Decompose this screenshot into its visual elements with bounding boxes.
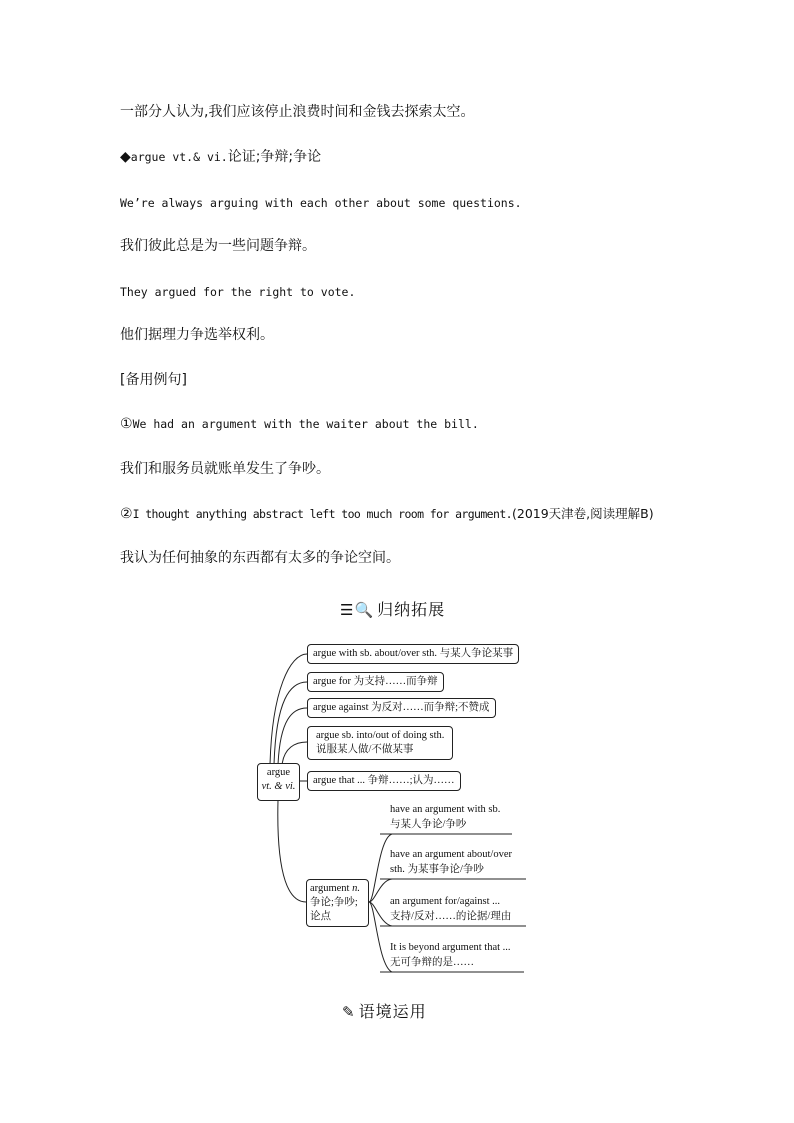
backup-example-en-1-text: We had an argument with the waiter about the bill. — [132, 417, 479, 431]
noun-item-3-en: an argument for/against ... — [390, 896, 501, 907]
noun-item-2 — [390, 847, 512, 877]
example-cn-1: 我们彼此总是为一些问题争辩。 — [120, 238, 316, 254]
connector-root-b1 — [270, 654, 307, 765]
branch-argue-against: argue against 为反对……而争辩;不赞成 — [307, 698, 496, 718]
section-title-usage — [342, 999, 427, 1022]
example-en-1: We’re always arguing with each other about some questions. — [120, 196, 522, 210]
connector-root-b3 — [278, 708, 307, 765]
branch-argue-with: argue with sb. about/over sth. 与某人争论某事 — [307, 644, 519, 664]
noun-item-2-zh: sth. 为某事争论/争吵 — [390, 864, 484, 875]
circled-number-2: ② — [120, 506, 133, 522]
noun-item-1-en: have an argument with sb. — [390, 804, 501, 815]
noun-item-2-en: have an argument about/over — [390, 849, 512, 860]
root-pos: vt. & vi. — [261, 781, 296, 792]
backup-example-cn-1: 我们和服务员就账单发生了争吵。 — [120, 461, 330, 477]
branch-argue-for: argue for 为支持……而争辩 — [307, 672, 444, 692]
noun-pos: n. — [352, 883, 360, 894]
noun-item-1-zh: 与某人争论/争吵 — [390, 819, 467, 830]
example-cn-2: 他们据理力争选举权利。 — [120, 327, 274, 343]
circled-number-1: ① — [120, 416, 133, 432]
noun-item-4-en: It is beyond argument that ... — [390, 942, 511, 953]
connector-root-b4 — [282, 742, 307, 765]
section-title-summary-text: 归纳拓展 — [377, 600, 446, 619]
branch-argue-into-cn: 说服某人做/不做某事 — [316, 744, 414, 755]
backup-example-en-2-text: I thought anything abstract left too much room for argument. — [132, 507, 512, 521]
noun-item-4 — [390, 940, 511, 970]
noun-item-3 — [390, 894, 511, 924]
vocab-word: argue vt.& vi. — [130, 150, 228, 164]
noun-meaning-2: 论点 — [310, 911, 331, 922]
section-title-usage-text: 语境运用 — [358, 1002, 427, 1021]
connector-root-noun — [278, 800, 306, 902]
example-en-2: They argued for the right to vote. — [120, 285, 356, 299]
branch-argue-that: argue that ... 争辩……;认为…… — [307, 771, 461, 791]
backup-example-cn-2: 我认为任何抽象的东西都有太多的争论空间。 — [120, 550, 400, 566]
mindmap-root-argue — [257, 763, 300, 801]
noun-item-3-zh: 支持/反对……的论据/理由 — [390, 911, 512, 922]
backup-example-source: (2019天津卷,阅读理解B) — [511, 506, 654, 521]
backup-examples-heading: [备用例句] — [120, 372, 187, 388]
root-word: argue — [266, 767, 291, 778]
noun-word: argument — [310, 883, 350, 894]
pencil-icon: ✎ — [342, 1003, 356, 1021]
noun-meaning-1: 争论;争吵; — [310, 897, 358, 908]
list-search-icon: ☰🔍 — [340, 601, 375, 619]
diamond-bullet-icon: ◆ — [120, 149, 131, 165]
mindmap-noun-argument — [306, 879, 369, 927]
connector-noun-items — [369, 834, 392, 902]
branch-argue-into — [307, 726, 453, 760]
branch-argue-into-en: argue sb. into/out of doing sth. — [316, 730, 445, 741]
sentence-cn-space: 一部分人认为,我们应该停止浪费时间和金钱去探索太空。 — [120, 104, 475, 120]
noun-item-1 — [390, 802, 500, 832]
noun-item-4-zh: 无可争辩的是…… — [390, 957, 474, 968]
vocab-meaning: 论证;争辩;争论 — [227, 149, 322, 165]
